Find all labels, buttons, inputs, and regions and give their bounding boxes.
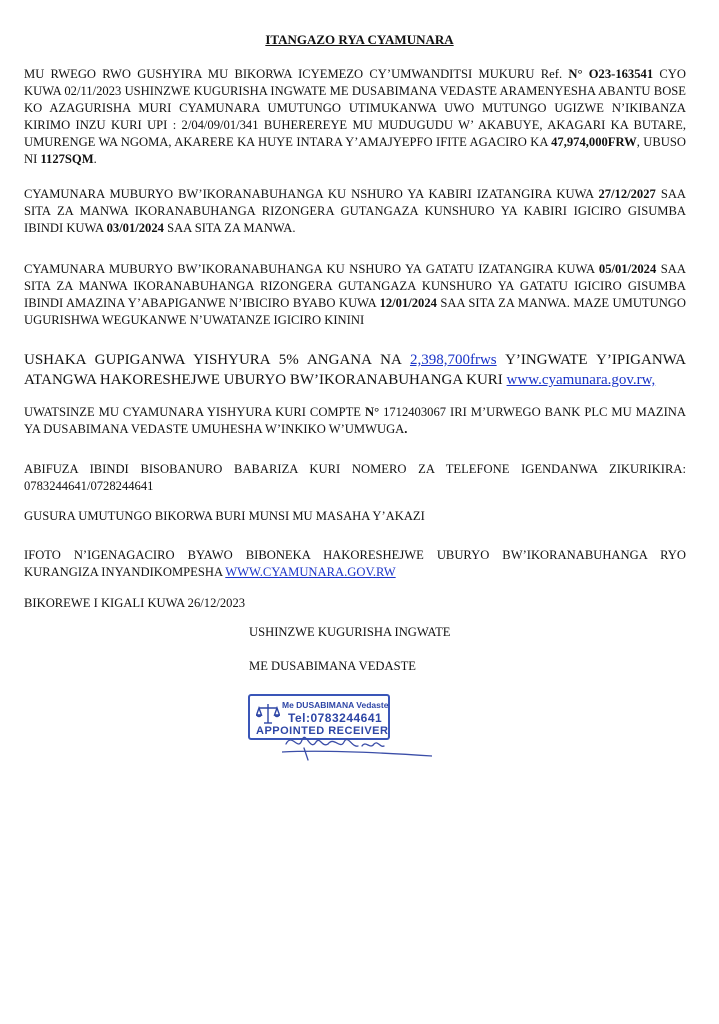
text-segment: .	[93, 152, 97, 166]
text-segment: SAA SITA ZA MANWA IKORANABUHANGA RIZONGERA GUTANGAZA KUNSHURO YA GATATU IGICIRO GISUMBA IBINDI AMAZINA Y’ABAPIGANWE N’IBICIRO BYABO KUWA	[24, 262, 686, 310]
paragraph-court-order	[24, 66, 686, 168]
stamp-name: Me DUSABIMANA Vedaste	[282, 700, 389, 710]
scales-of-justice-icon	[256, 702, 280, 726]
handwritten-signature	[282, 722, 432, 766]
start-date: 27/12/2027	[598, 187, 656, 201]
paragraph-payment-account	[24, 404, 686, 438]
cyamunara-website-link[interactable]: www.cyamunara.gov.rw,	[506, 372, 656, 388]
start-date: 05/01/2024	[598, 262, 657, 276]
deposit-amount-link[interactable]: 2,398,700frws	[409, 352, 497, 368]
document-title: ITANGAZO RYA CYAMUNARA	[265, 32, 454, 47]
end-date: 03/01/2024	[106, 221, 164, 235]
stamp-phone: Tel:0783244641	[288, 711, 383, 725]
signatory-role: USHINZWE KUGURISHA INGWATE	[249, 625, 451, 639]
signatory-name: ME DUSABIMANA VEDASTE	[249, 659, 416, 673]
paragraph-photos-info	[24, 547, 686, 581]
text-segment: CYAMUNARA MUBURYO BW’IKORANABUHANGA KU NSHURO YA GATATU IZATANGIRA KUWA	[24, 262, 599, 276]
number-sign: N°	[364, 405, 380, 419]
text-segment: CYO KUWA 02/11/2023 USHINZWE KUGURISHA INGWATE ME DUSABIMANA VEDASTE ARAMENYESHA ABANTU BOSE KO AZAGURISHA MURI CYAMUNARA UMUTUNGO UTIMUKANWA UWO MUTUNGO UGIZWE N’IKIBANZA KIRIMO INZU KURI UPI : 2/04/09/01/341 BUHEREREYE MU MUDUGUDU W’ AKABUYE, AKAGARI KA BUTARE, UMURENGE WA NGOMA, AKARERE KA HUYE INTARA Y’AMAJYEPFO IFITE AGACIRO KA	[24, 67, 686, 149]
paragraph-contact-phones: ABIFUZA IBINDI BISOBANURO BABARIZA KURI NOMERO ZA TELEFONE IGENDANWA ZIKURIKIRA: 0783244641/0728244641	[24, 462, 686, 493]
text-segment: .	[404, 422, 408, 436]
paragraph-visit-hours: GUSURA UMUTUNGO BIKORWA BURI MUNSI MU MASAHA Y’AKAZI	[24, 509, 425, 523]
cyamunara-website-link-upper[interactable]: WWW.CYAMUNARA.GOV.RW	[225, 565, 396, 579]
paragraph-third-auction	[24, 261, 686, 329]
text-segment: , UBUSO NI	[24, 135, 686, 166]
stamp-title: APPOINTED RECEIVER	[256, 725, 389, 737]
paragraph-second-auction	[24, 186, 686, 237]
text-segment: SAA SITA ZA MANWA. MAZE UMUTUNGO UGURISHWA WEGUKANWE N’UWATANZE IGICIRO KININI	[24, 296, 686, 327]
text-segment: 1712403067 IRI M’URWEGO BANK PLC MU MAZINA YA DUSABIMANA VEDASTE UMUHESHA W’INKIKO W’UMWUGA	[24, 405, 686, 436]
text-segment: CYAMUNARA MUBURYO BW’IKORANABUHANGA KU NSHURO YA KABIRI IZATANGIRA KUWA	[24, 187, 599, 201]
text-segment: UWATSINZE MU CYAMUNARA YISHYURA KURI COMPTE	[24, 405, 365, 419]
text-segment: IFOTO N’IGENAGACIRO BYAWO BIBONEKA HAKORESHEJWE UBURYO BW’IKORANABUHANGA RYO KURANGIZA INYANDIKOMPESHA	[24, 548, 686, 579]
text-segment: SAA SITA ZA MANWA IKORANABUHANGA RIZONGERA GUTANGAZA KUNSHURO YA KABIRI IGICIRO GISUMBA IBINDI KUWA	[24, 187, 687, 235]
end-date: 12/01/2024	[379, 296, 437, 310]
text-segment: Y’INGWATE Y’IPIGANWA ATANGWA HAKORESHEJWE UBURYO BW’IKORANABUHANGA KURI	[24, 352, 686, 388]
text-segment: USHAKA GUPIGANWA YISHYURA 5% ANGANA NA	[24, 352, 410, 368]
text-segment: MU RWEGO RWO GUSHYIRA MU BIKORWA ICYEMEZO CY’UMWANDITSI MUKURU Ref.	[24, 67, 569, 81]
property-area: 1127SQM	[40, 152, 94, 166]
property-value: 47,974,000FRW	[551, 135, 637, 149]
paragraph-deposit	[24, 350, 686, 390]
place-and-date: BIKOREWE I KIGALI KUWA 26/12/2023	[24, 596, 246, 610]
reference-number: N° O23-163541	[568, 67, 654, 81]
text-segment: SAA SITA ZA MANWA.	[163, 221, 296, 235]
